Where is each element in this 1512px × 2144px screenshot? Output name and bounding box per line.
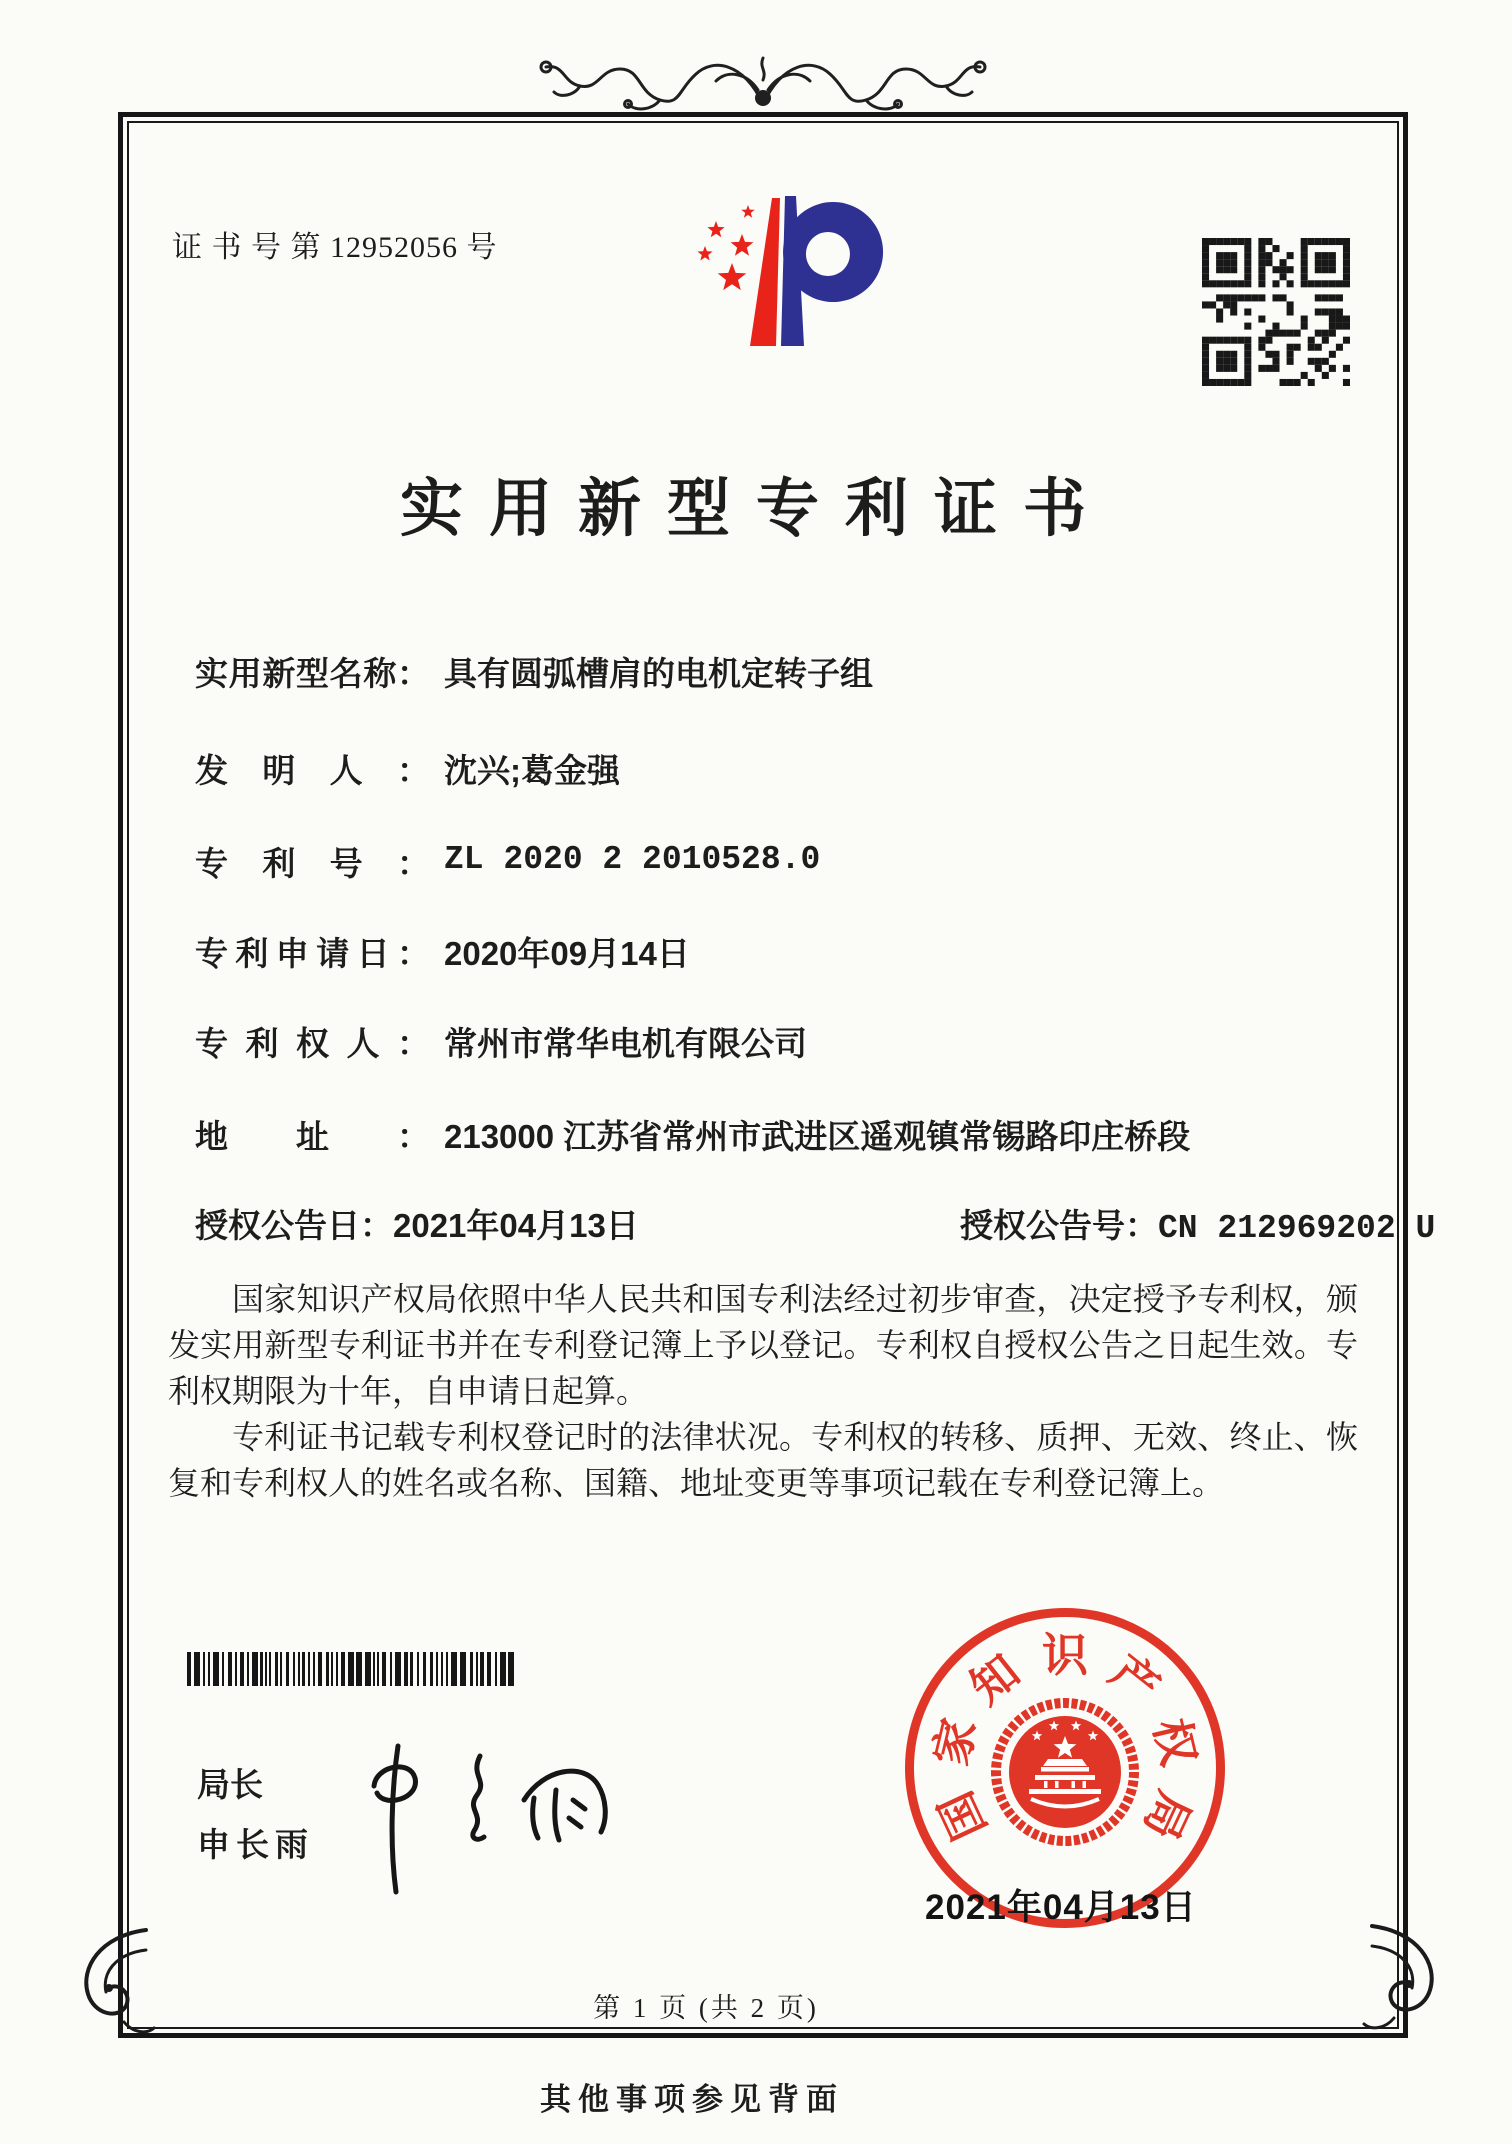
grant-no-value: CN 212969202 U bbox=[1158, 1210, 1436, 1247]
seal-char: 权 bbox=[1144, 1713, 1206, 1771]
field-row-grant bbox=[195, 1200, 1436, 1247]
cnipa-logo-icon bbox=[688, 196, 893, 348]
legal-paragraph-2: 专利证书记载专利权登记时的法律状况。专利权的转移、质押、无效、终止、恢复和专利权人的姓名或名称、国籍、地址变更等事项记载在专利登记簿上。 bbox=[168, 1419, 1358, 1501]
seal-char: 家 bbox=[924, 1713, 986, 1771]
legal-paragraph-1: 国家知识产权局依照中华人民共和国专利法经过初步审查，决定授予专利权，颁发实用新型专利证书并在专利登记簿上予以登记。专利权自授权公告之日起生效。专利权期限为十年，自申请日起算。 bbox=[168, 1281, 1358, 1409]
field-value: 常州市常华电机有限公司 bbox=[444, 1025, 807, 1062]
field-row-patentee bbox=[195, 1018, 807, 1065]
field-row-address bbox=[195, 1111, 1190, 1158]
field-label: 专利申请日： bbox=[195, 935, 430, 972]
seal-char: 局 bbox=[1134, 1783, 1201, 1848]
field-row-name bbox=[195, 648, 873, 695]
field-row-filing-date bbox=[195, 928, 690, 975]
seal-char: 产 bbox=[1100, 1644, 1170, 1715]
legal-text bbox=[168, 1276, 1358, 1506]
seal-char: 知 bbox=[960, 1644, 1030, 1715]
page-title: 实用新型专利证书 bbox=[400, 474, 1112, 544]
seal-char: 识 bbox=[1042, 1629, 1088, 1681]
field-label: 实用新型名称： bbox=[195, 655, 430, 692]
commissioner-signature bbox=[358, 1732, 648, 1907]
qr-code bbox=[1202, 238, 1350, 386]
grant-no-label: 授权公告号： bbox=[960, 1207, 1158, 1244]
footer-note: 其他事项参见背面 bbox=[540, 2082, 844, 2117]
seal-char: 国 bbox=[929, 1783, 996, 1848]
grant-date-label: 授权公告日： bbox=[195, 1207, 393, 1244]
field-label: 发明人： bbox=[195, 752, 430, 789]
logo-stars bbox=[697, 205, 754, 290]
bottom-right-ornament-icon bbox=[1360, 1918, 1460, 2040]
field-row-inventor bbox=[195, 745, 620, 792]
field-value: ZL 2020 2 2010528.0 bbox=[444, 841, 821, 878]
commissioner-title: 局长 bbox=[197, 1766, 263, 1803]
barcode bbox=[185, 1652, 523, 1686]
bottom-left-ornament-icon bbox=[58, 1922, 158, 2044]
seal-date: 2021年04月13日 bbox=[925, 1888, 1197, 1927]
commissioner-name: 申长雨 bbox=[197, 1826, 314, 1863]
top-border-ornament-icon bbox=[528, 40, 998, 120]
field-value: 沈兴;葛金强 bbox=[444, 752, 620, 789]
certificate-number: 证 书 号 第 12952056 号 bbox=[172, 231, 498, 264]
field-value: 具有圆弧槽肩的电机定转子组 bbox=[444, 655, 873, 692]
field-label: 专利号： bbox=[195, 845, 430, 882]
field-value: 213000 江苏省常州市武进区遥观镇常锡路印庄桥段 bbox=[444, 1118, 1191, 1155]
field-label: 地址： bbox=[195, 1118, 430, 1155]
field-row-patent-no bbox=[195, 838, 820, 885]
field-label: 专利权人： bbox=[195, 1025, 430, 1062]
grant-date-value: 2021年04月13日 bbox=[393, 1207, 639, 1244]
national-emblem-icon bbox=[985, 1692, 1145, 1852]
signoff-block bbox=[197, 1768, 314, 1861]
page-number: 第 1 页 (共 2 页) bbox=[593, 1993, 819, 2023]
field-value: 2020年09月14日 bbox=[444, 935, 690, 972]
